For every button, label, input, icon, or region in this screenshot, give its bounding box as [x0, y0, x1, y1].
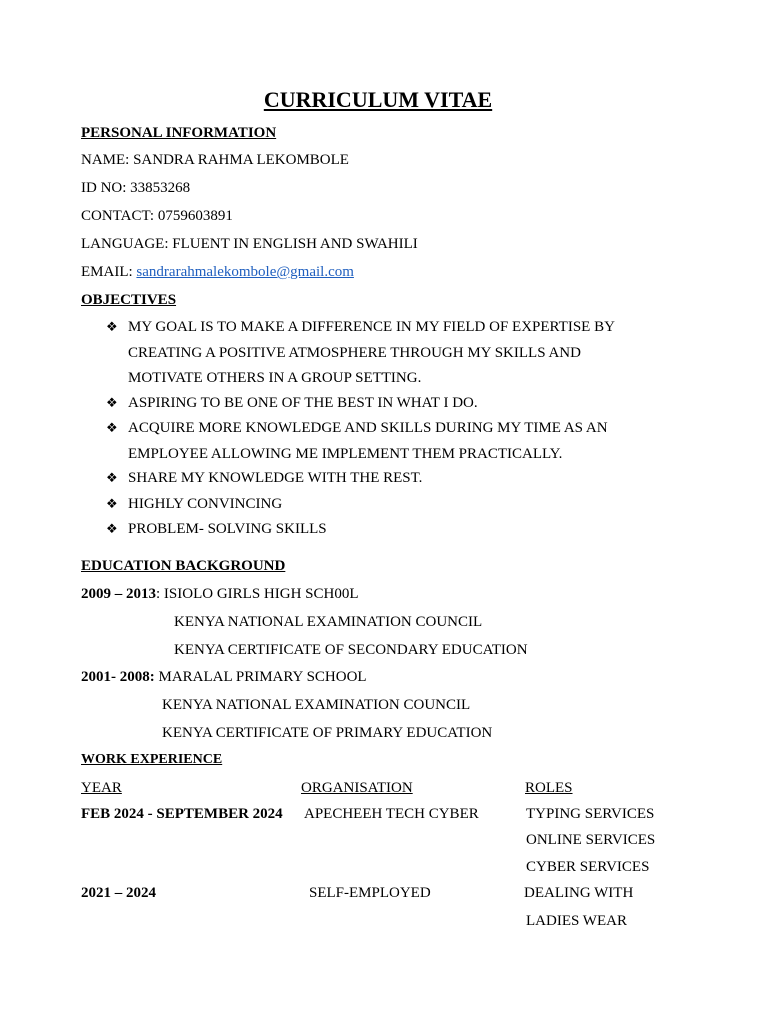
education-detail: KENYA CERTIFICATE OF PRIMARY EDUCATION: [162, 725, 493, 741]
column-header-organisation: ORGANISATION: [301, 780, 413, 796]
objective-item-line: ACQUIRE MORE KNOWLEDGE AND SKILLS DURING MY TIME AS AN: [128, 420, 608, 436]
work-year: FEB 2024 - SEPTEMBER 2024: [81, 806, 283, 822]
work-role: CYBER SERVICES: [526, 859, 650, 875]
id-value: 33853268: [130, 180, 191, 196]
language-line: [81, 235, 418, 253]
section-heading-objectives: OBJECTIVES: [81, 292, 177, 308]
column-header-roles: ROLES: [525, 780, 573, 796]
name-value: SANDRA RAHMA LEKOMBOLE: [133, 152, 349, 168]
contact-line: [81, 207, 233, 225]
objective-item-line: ASPIRING TO BE ONE OF THE BEST IN WHAT I DO.: [128, 395, 478, 411]
page-title: CURRICULUM VITAE: [263, 87, 493, 112]
contact-value: 0759603891: [157, 208, 233, 224]
bullet-diamond-icon: ❖: [106, 521, 118, 536]
education-school: ISIOLO GIRLS HIGH SCH00L: [160, 586, 359, 602]
contact-label: CONTACT:: [81, 208, 155, 224]
email-line: [81, 263, 354, 281]
education-detail: KENYA NATIONAL EXAMINATION COUNCIL: [174, 614, 483, 630]
objective-item-line: SHARE MY KNOWLEDGE WITH THE REST.: [128, 470, 423, 486]
bullet-diamond-icon: ❖: [106, 395, 118, 410]
name-line: [81, 151, 349, 169]
name-label: NAME:: [81, 152, 130, 168]
work-role: ONLINE SERVICES: [526, 832, 656, 848]
work-role: LADIES WEAR: [526, 913, 627, 929]
bullet-diamond-icon: ❖: [106, 319, 118, 334]
work-organisation: SELF-EMPLOYED: [309, 885, 431, 901]
education-years: 2009 – 2013: [81, 586, 156, 602]
email-label: EMAIL:: [81, 264, 133, 280]
section-heading-work: WORK EXPERIENCE: [81, 752, 223, 767]
education-detail: KENYA CERTIFICATE OF SECONDARY EDUCATION: [174, 642, 528, 658]
objective-item-line: CREATING A POSITIVE ATMOSPHERE THROUGH MY SKILLS AND: [128, 345, 581, 361]
column-header-year: YEAR: [81, 780, 122, 796]
work-year: 2021 – 2024: [81, 885, 156, 901]
education-detail: KENYA NATIONAL EXAMINATION COUNCIL: [162, 697, 471, 713]
objective-item-line: MOTIVATE OTHERS IN A GROUP SETTING.: [128, 370, 422, 386]
education-school: MARALAL PRIMARY SCHOOL: [154, 669, 367, 685]
bullet-diamond-icon: ❖: [106, 470, 118, 485]
section-heading-education: EDUCATION BACKGROUND: [81, 558, 286, 574]
education-entry-header: [81, 668, 367, 686]
work-role: TYPING SERVICES: [526, 806, 655, 822]
objective-item-line: HIGHLY CONVINCING: [128, 496, 283, 512]
education-entry-header: [81, 585, 359, 603]
education-years: 2001- 2008:: [81, 669, 155, 685]
id-line: [81, 179, 190, 197]
objective-item-line: MY GOAL IS TO MAKE A DIFFERENCE IN MY FIELD OF EXPERTISE BY: [128, 319, 615, 335]
bullet-diamond-icon: ❖: [106, 420, 118, 435]
id-label: ID NO:: [81, 180, 127, 196]
work-role: DEALING WITH: [524, 885, 634, 901]
language-label: LANGUAGE:: [81, 236, 169, 252]
email-link[interactable]: sandrarahmalekombole@gmail.com: [136, 264, 354, 280]
bullet-diamond-icon: ❖: [106, 496, 118, 511]
objective-item-line: PROBLEM- SOLVING SKILLS: [128, 521, 327, 537]
language-value: FLUENT IN ENGLISH AND SWAHILI: [172, 236, 418, 252]
work-organisation: APECHEEH TECH CYBER: [304, 806, 479, 822]
education-separator: :: [156, 586, 161, 602]
section-heading-personal: PERSONAL INFORMATION: [81, 125, 277, 141]
objective-item-line: EMPLOYEE ALLOWING ME IMPLEMENT THEM PRACTICALLY.: [128, 446, 563, 462]
